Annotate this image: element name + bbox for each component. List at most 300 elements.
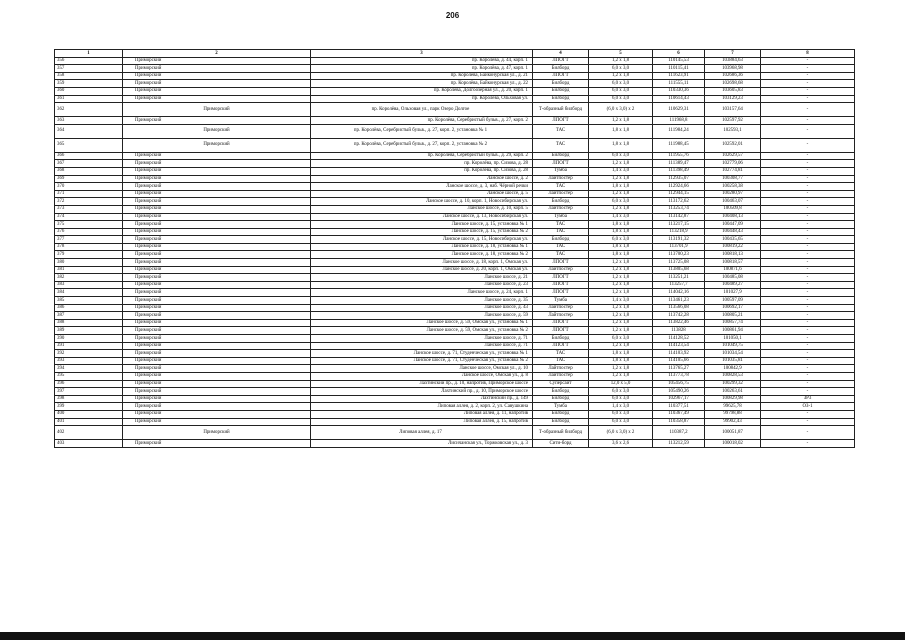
size-cell: 1,2 x 1,8: [589, 72, 653, 80]
address-cell: Липовая аллея, д. 2, корп. 2, ул. Савушкина: [311, 403, 533, 411]
district-cell: Приморский: [123, 281, 311, 289]
table-row: [55, 274, 855, 282]
row-number-cell: 371: [55, 190, 123, 198]
y-coordinate-cell: 99902,43: [705, 418, 761, 426]
row-number-cell: 386: [55, 304, 123, 312]
structure-type-cell: Билборд: [533, 335, 589, 343]
x-coordinate-cell: 105490,26: [653, 388, 705, 396]
table-row: [55, 198, 855, 206]
zone-cell: -: [761, 152, 855, 160]
address-cell: Ланское шоссе, д. 13, Новосибирская ул.: [311, 213, 533, 221]
row-number-cell: 398: [55, 395, 123, 403]
zone-cell: -: [761, 380, 855, 388]
table-row: [55, 395, 855, 403]
x-coordinate-cell: 113251,21: [653, 274, 705, 282]
address-cell: Ланское шоссе, д. 10, корп. 1, Новосибирская ул.: [311, 198, 533, 206]
y-coordinate-cell: 103129,23: [705, 95, 761, 103]
district-cell: Приморский: [123, 403, 311, 411]
row-number-cell: 373: [55, 205, 123, 213]
zone-cell: -: [761, 335, 855, 343]
zone-cell: -: [761, 213, 855, 221]
table-row: [55, 236, 855, 244]
row-number-cell: 357: [55, 65, 123, 73]
column-header-3: 3: [311, 50, 533, 58]
row-number-cell: 402: [55, 426, 123, 440]
x-coordinate-cell: 113566,08: [653, 304, 705, 312]
x-coordinate-cell: 110367,49: [653, 410, 705, 418]
zone-cell: -: [761, 138, 855, 152]
size-cell: 1,2 x 1,8: [589, 175, 653, 183]
table-row: [55, 65, 855, 73]
x-coordinate-cell: 114103,92: [653, 350, 705, 358]
size-cell: 6,0 x 3,0: [589, 395, 653, 403]
row-number-cell: 365: [55, 138, 123, 152]
address-cell: Ланское шоссе, д. 18, корп. 1, Омская ул.: [311, 259, 533, 267]
x-coordinate-cell: 113461,23: [653, 297, 705, 305]
size-cell: 1,4 x 3,0: [589, 213, 653, 221]
table-row: [55, 87, 855, 95]
size-cell: 1,8 x 1,8: [589, 228, 653, 236]
structure-type-cell: ЛПОГТ: [533, 342, 589, 350]
address-cell: пр. Королёва, пр. Сизова, д. 28: [311, 160, 533, 168]
y-coordinate-cell: 100051,87: [705, 426, 761, 440]
table-row: [55, 380, 855, 388]
x-coordinate-cell: 113253,74: [653, 205, 705, 213]
address-cell: пр. Королёва, Долгоозёрная ул., д. 20, корп. 1: [311, 87, 533, 95]
zone-cell: -: [761, 304, 855, 312]
x-coordinate-cell: 112935,07: [653, 175, 705, 183]
size-cell: (6,0 x 3,0) x 2: [589, 426, 653, 440]
address-cell: Ланское шоссе, д. 15, установка № 2: [311, 228, 533, 236]
structure-type-cell: ТАС: [533, 251, 589, 259]
row-number-cell: 360: [55, 87, 123, 95]
size-cell: 1,2 x 1,8: [589, 304, 653, 312]
structure-type-cell: Лайтпостер: [533, 365, 589, 373]
size-cell: 6,0 x 3,0: [589, 87, 653, 95]
y-coordinate-cell: 100489,27: [705, 281, 761, 289]
district-cell: Приморский: [123, 259, 311, 267]
size-cell: 6,0 x 3,0: [589, 65, 653, 73]
structure-type-cell: ЛПОГТ: [533, 274, 589, 282]
size-cell: 1,4 x 3,0: [589, 167, 653, 175]
x-coordinate-cell: 113725,08: [653, 259, 705, 267]
address-cell: Ланское шоссе, д. 71, Студенческая ул., установка № 2: [311, 357, 533, 365]
y-coordinate-cell: 102597,92: [705, 117, 761, 125]
size-cell: 1,2 x 1,8: [589, 372, 653, 380]
y-coordinate-cell: 100829,98: [705, 395, 761, 403]
table-row: [55, 410, 855, 418]
zone-cell: -: [761, 183, 855, 191]
row-number-cell: 374: [55, 213, 123, 221]
x-coordinate-cell: 111623,91: [653, 72, 705, 80]
row-number-cell: 362: [55, 103, 123, 117]
x-coordinate-cell: 105456,75: [653, 380, 705, 388]
size-cell: 1,8 x 1,8: [589, 251, 653, 259]
address-cell: пр. Королёва, Байконурская ул., д. 21: [311, 72, 533, 80]
size-cell: 1,2 x 1,8: [589, 342, 653, 350]
structure-type-cell: ТАС: [533, 138, 589, 152]
structure-type-cell: ЛПОГТ: [533, 327, 589, 335]
structure-type-cell: ЛПОГТ: [533, 160, 589, 168]
table-row: [55, 117, 855, 125]
x-coordinate-cell: 111984,24: [653, 124, 705, 138]
structure-type-cell: ТАС: [533, 124, 589, 138]
size-cell: 1,8 x 1,8: [589, 350, 653, 358]
size-cell: 1,2 x 1,8: [589, 312, 653, 320]
y-coordinate-cell: 100408,13: [705, 213, 761, 221]
address-cell: пр. Королёва, пр. Сизова, д. 28: [311, 167, 533, 175]
zone-cell: -: [761, 312, 855, 320]
table-row: [55, 319, 855, 327]
table-row: [55, 152, 855, 160]
zone-cell: -: [761, 72, 855, 80]
structure-type-cell: Билборд: [533, 87, 589, 95]
zone-cell: -: [761, 117, 855, 125]
zone-cell: -: [761, 251, 855, 259]
table-row: [55, 289, 855, 297]
district-cell: Приморский: [123, 80, 311, 88]
table-row: [55, 221, 855, 229]
y-coordinate-cell: 100258,38: [705, 183, 761, 191]
address-cell: Ланское шоссе, д. 24, корп. 1: [311, 289, 533, 297]
row-number-cell: 377: [55, 236, 123, 244]
row-number-cell: 358: [55, 72, 123, 80]
size-cell: 1,2 x 1,8: [589, 327, 653, 335]
x-coordinate-cell: 112944,15: [653, 190, 705, 198]
row-number-cell: 383: [55, 281, 123, 289]
size-cell: 1,8 x 1,8: [589, 183, 653, 191]
table-row: [55, 103, 855, 117]
row-number-cell: 400: [55, 410, 123, 418]
structure-type-cell: ТАС: [533, 183, 589, 191]
zone-cell: -: [761, 281, 855, 289]
x-coordinate-cell: 113701,9: [653, 243, 705, 251]
address-cell: пр. Королёва, Байконурская ул., д. 22: [311, 80, 533, 88]
district-cell: Приморский: [123, 388, 311, 396]
address-cell: Ланское шоссе, д. 71: [311, 335, 533, 343]
y-coordinate-cell: 100485,08: [705, 274, 761, 282]
row-number-cell: 401: [55, 418, 123, 426]
district-cell: Приморский: [123, 380, 311, 388]
structure-type-cell: ЛПОГТ: [533, 57, 589, 65]
district-cell: Приморский: [123, 124, 311, 138]
address-cell: Лахтинский пр., д. 10, Приморское шоссе: [311, 388, 533, 396]
address-cell: Ланское шоссе, д. 15, Новосибирская ул.: [311, 236, 533, 244]
size-cell: 1,4 x 3,0: [589, 297, 653, 305]
zone-cell: -: [761, 410, 855, 418]
address-cell: Ланское шоссе, д. 43: [311, 304, 533, 312]
address-cell: пр. Королёва, Серебристый бульв., д. 27, корп. 2, установка № 1: [311, 124, 533, 138]
x-coordinate-cell: 113191,32: [653, 236, 705, 244]
structure-type-cell: Т-образный билборд: [533, 426, 589, 440]
y-coordinate-cell: 102774,81: [705, 167, 761, 175]
address-cell: пр. Королёва, д. 47, корп. 1: [311, 65, 533, 73]
column-header-4: 4: [533, 50, 589, 58]
y-coordinate-cell: 100447,09: [705, 221, 761, 229]
zone-cell: -: [761, 167, 855, 175]
zone-cell: -: [761, 426, 855, 440]
row-number-cell: 367: [55, 160, 123, 168]
address-cell: Ланское шоссе, Омская ул., д. 8: [311, 372, 533, 380]
address-cell: Ланское шоссе, д. 18, установка № 2: [311, 251, 533, 259]
address-cell: Ланское шоссе, д. 71, Студенческая ул., установка № 1: [311, 350, 533, 358]
x-coordinate-cell: 113217,15: [653, 221, 705, 229]
structure-type-cell: Билборд: [533, 388, 589, 396]
size-cell: 6,0 x 3,0: [589, 388, 653, 396]
size-cell: 1,4 x 3,0: [589, 403, 653, 411]
zone-cell: -: [761, 319, 855, 327]
structure-type-cell: ТАС: [533, 357, 589, 365]
x-coordinate-cell: 111398,49: [653, 167, 705, 175]
district-cell: Приморский: [123, 117, 311, 125]
scan-bottom-edge: [0, 632, 905, 640]
row-number-cell: 359: [55, 80, 123, 88]
row-number-cell: 395: [55, 372, 123, 380]
address-cell: Липовая аллея, д. 15, напротив: [311, 418, 533, 426]
y-coordinate-cell: 100463,07: [705, 198, 761, 206]
row-number-cell: 388: [55, 319, 123, 327]
table-header-row: [55, 50, 855, 58]
row-number-cell: 356: [55, 57, 123, 65]
table-row: [55, 357, 855, 365]
y-coordinate-cell: 100018,02: [705, 440, 761, 448]
address-cell: Ланское шоссе, д. 2: [311, 175, 533, 183]
address-cell: Лахтинский пр., д. 10, напротив, Приморское шоссе: [311, 380, 533, 388]
district-cell: Приморский: [123, 342, 311, 350]
row-number-cell: 361: [55, 95, 123, 103]
structure-type-cell: Билборд: [533, 418, 589, 426]
structure-type-cell: Билборд: [533, 152, 589, 160]
x-coordinate-cell: 110387,2: [653, 426, 705, 440]
row-number-cell: 391: [55, 342, 123, 350]
y-coordinate-cell: 100263,61: [705, 388, 761, 396]
row-number-cell: 403: [55, 440, 123, 448]
row-number-cell: 379: [55, 251, 123, 259]
x-coordinate-cell: 110115,41: [653, 65, 705, 73]
y-coordinate-cell: 100871,6: [705, 266, 761, 274]
row-number-cell: 364: [55, 124, 123, 138]
district-cell: Приморский: [123, 327, 311, 335]
structure-type-cell: ТАС: [533, 243, 589, 251]
table-row: [55, 335, 855, 343]
table-row: [55, 342, 855, 350]
row-number-cell: 396: [55, 380, 123, 388]
district-cell: Приморский: [123, 426, 311, 440]
x-coordinate-cell: 110629,31: [653, 103, 705, 117]
size-cell: 1,2 x 1,8: [589, 266, 653, 274]
y-coordinate-cell: 101035,81: [705, 357, 761, 365]
table-row: [55, 304, 855, 312]
table-row: [55, 124, 855, 138]
registry-table: [54, 49, 855, 448]
x-coordinate-cell: 111968,8: [653, 117, 705, 125]
structure-type-cell: Билборд: [533, 395, 589, 403]
district-cell: Приморский: [123, 236, 311, 244]
row-number-cell: 393: [55, 357, 123, 365]
district-cell: Приморский: [123, 138, 311, 152]
size-cell: 6,0 x 3,0: [589, 335, 653, 343]
zone-cell: -: [761, 289, 855, 297]
zone-cell: -: [761, 418, 855, 426]
zone-cell: -: [761, 327, 855, 335]
structure-type-cell: Лайтпостер: [533, 266, 589, 274]
district-cell: Приморский: [123, 335, 311, 343]
structure-type-cell: Суперсайт: [533, 380, 589, 388]
zone-cell: -: [761, 236, 855, 244]
table-row: [55, 281, 855, 289]
column-header-5: 5: [589, 50, 653, 58]
structure-type-cell: Лайтпостер: [533, 372, 589, 380]
row-number-cell: 394: [55, 365, 123, 373]
y-coordinate-cell: 99798,88: [705, 410, 761, 418]
structure-type-cell: Тумба: [533, 213, 589, 221]
size-cell: 1,8 x 1,8: [589, 243, 653, 251]
table-row: [55, 266, 855, 274]
district-cell: Приморский: [123, 319, 311, 327]
y-coordinate-cell: 103157,64: [705, 103, 761, 117]
structure-type-cell: Билборд: [533, 65, 589, 73]
structure-type-cell: ЛПОГТ: [533, 289, 589, 297]
structure-type-cell: Билборд: [533, 198, 589, 206]
district-cell: Приморский: [123, 289, 311, 297]
district-cell: Приморский: [123, 410, 311, 418]
column-header-8: 8: [761, 50, 855, 58]
y-coordinate-cell: 101049,75: [705, 342, 761, 350]
y-coordinate-cell: 102593,1: [705, 124, 761, 138]
district-cell: Приморский: [123, 372, 311, 380]
table-row: [55, 440, 855, 448]
zone-cell: -: [761, 198, 855, 206]
address-cell: Липовая аллея, д. 11, напротив: [311, 410, 533, 418]
structure-type-cell: Тумба: [533, 403, 589, 411]
table-row: [55, 327, 855, 335]
structure-type-cell: Сити-борд: [533, 440, 589, 448]
zone-cell: ОЗ-1: [761, 403, 855, 411]
address-cell: Ланское шоссе, Омская ул., д. 10: [311, 365, 533, 373]
district-cell: Приморский: [123, 228, 311, 236]
y-coordinate-cell: 100308,77: [705, 175, 761, 183]
table-row: [55, 312, 855, 320]
row-number-cell: 399: [55, 403, 123, 411]
size-cell: 1,2 x 1,8: [589, 281, 653, 289]
address-cell: Ланское шоссе, д. 23: [311, 281, 533, 289]
district-cell: Приморский: [123, 72, 311, 80]
district-cell: Приморский: [123, 365, 311, 373]
row-number-cell: 392: [55, 350, 123, 358]
zone-cell: -: [761, 221, 855, 229]
size-cell: 6,0 x 3,0: [589, 410, 653, 418]
row-number-cell: 366: [55, 152, 123, 160]
row-number-cell: 384: [55, 289, 123, 297]
zone-cell: -: [761, 266, 855, 274]
address-cell: пр. Королёва, Серебристый бульв., д. 27, корп. 2, установка № 2: [311, 138, 533, 152]
y-coordinate-cell: 101034,54: [705, 350, 761, 358]
district-cell: Приморский: [123, 243, 311, 251]
table-body: [55, 57, 855, 447]
row-number-cell: 381: [55, 266, 123, 274]
size-cell: 1,2 x 1,8: [589, 205, 653, 213]
y-coordinate-cell: 102629,57: [705, 152, 761, 160]
table-row: [55, 167, 855, 175]
zone-cell: -: [761, 274, 855, 282]
x-coordinate-cell: 113142,87: [653, 213, 705, 221]
y-coordinate-cell: 100818,13: [705, 251, 761, 259]
y-coordinate-cell: 100861,94: [705, 327, 761, 335]
address-cell: Ланское шоссе, д. 59, Омская ул., установка № 1: [311, 319, 533, 327]
size-cell: 1,2 x 1,8: [589, 57, 653, 65]
table-row: [55, 372, 855, 380]
y-coordinate-cell: 100509,8: [705, 205, 761, 213]
address-cell: пр. Королёва, Серебристый бульв., д. 29, корп. 2: [311, 152, 533, 160]
district-cell: Приморский: [123, 57, 311, 65]
row-number-cell: 385: [55, 297, 123, 305]
x-coordinate-cell: 113828: [653, 327, 705, 335]
structure-type-cell: Тумба: [533, 297, 589, 305]
table-row: [55, 251, 855, 259]
x-coordinate-cell: 113765,27: [653, 365, 705, 373]
column-header-6: 6: [653, 50, 705, 58]
district-cell: Приморский: [123, 221, 311, 229]
structure-type-cell: ТАС: [533, 228, 589, 236]
zone-cell: -: [761, 175, 855, 183]
address-cell: Лисичанская ул., Торжковская ул., д. 3: [311, 440, 533, 448]
size-cell: 12,0 x 5,0: [589, 380, 653, 388]
table-row: [55, 183, 855, 191]
y-coordinate-cell: 101027,9: [705, 289, 761, 297]
structure-type-cell: ЛПОГТ: [533, 117, 589, 125]
x-coordinate-cell: 111389,47: [653, 160, 705, 168]
district-cell: Приморский: [123, 418, 311, 426]
table-row: [55, 403, 855, 411]
table-row: [55, 365, 855, 373]
y-coordinate-cell: 100597,09: [705, 297, 761, 305]
zone-cell: -: [761, 95, 855, 103]
row-number-cell: 378: [55, 243, 123, 251]
size-cell: 3,6 x 2,6: [589, 440, 653, 448]
y-coordinate-cell: 101050,1: [705, 335, 761, 343]
x-coordinate-cell: 114128,52: [653, 335, 705, 343]
row-number-cell: 390: [55, 335, 123, 343]
registry-table-container: [54, 49, 854, 448]
x-coordinate-cell: 111988,45: [653, 138, 705, 152]
zone-cell: -: [761, 80, 855, 88]
y-coordinate-cell: 100299,32: [705, 380, 761, 388]
y-coordinate-cell: 102592,01: [705, 138, 761, 152]
zone-cell: -: [761, 228, 855, 236]
size-cell: 1,8 x 1,8: [589, 221, 653, 229]
zone-cell: -: [761, 365, 855, 373]
district-cell: Приморский: [123, 103, 311, 117]
structure-type-cell: Билборд: [533, 236, 589, 244]
table-row: [55, 426, 855, 440]
x-coordinate-cell: 113172,62: [653, 198, 705, 206]
y-coordinate-cell: 99625,78: [705, 403, 761, 411]
row-number-cell: 369: [55, 175, 123, 183]
table-row: [55, 160, 855, 168]
structure-type-cell: Т-образный билборд: [533, 103, 589, 117]
zone-cell: -: [761, 350, 855, 358]
row-number-cell: 372: [55, 198, 123, 206]
size-cell: 1,2 x 1,8: [589, 160, 653, 168]
structure-type-cell: Лайтпостер: [533, 205, 589, 213]
address-cell: пр. Королёва, д. 44, корп. 1: [311, 57, 533, 65]
district-cell: Приморский: [123, 266, 311, 274]
address-cell: Ланское шоссе, д. 3, наб. Чёрной речки: [311, 183, 533, 191]
district-cell: Приморский: [123, 395, 311, 403]
table-row: [55, 388, 855, 396]
size-cell: 6,0 x 3,0: [589, 95, 653, 103]
x-coordinate-cell: 113212,59: [653, 440, 705, 448]
